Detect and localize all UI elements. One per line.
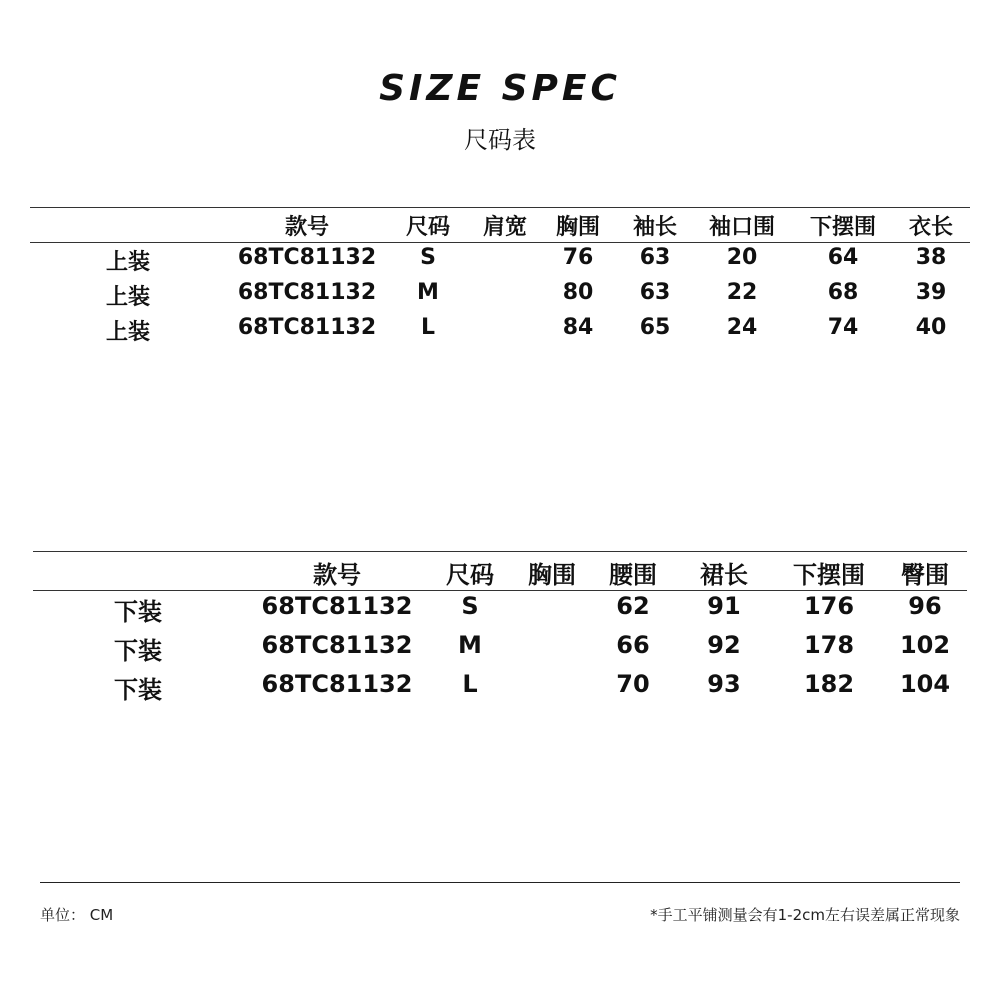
footer-divider: [40, 882, 960, 883]
table-cell: 178: [803, 631, 855, 659]
column-header: 款号: [284, 215, 330, 240]
table-cell: 74: [827, 315, 859, 340]
table-cell: 64: [827, 245, 859, 270]
table-cell: 176: [803, 592, 855, 620]
column-header: 衣长: [908, 215, 954, 240]
top-table-top-border: [30, 207, 970, 208]
table-cell: 68TC81132: [261, 592, 413, 620]
column-header: 胸围: [555, 215, 601, 240]
table-cell: M: [458, 631, 482, 659]
table-cell: 20: [726, 245, 758, 270]
table-cell: L: [462, 670, 478, 698]
table-cell: 上装: [105, 250, 151, 275]
table-cell: 68TC81132: [261, 631, 413, 659]
table-cell: 66: [616, 631, 650, 659]
bottom-table-top-border: [33, 551, 967, 552]
table-cell: 62: [616, 592, 650, 620]
table-cell: 104: [899, 670, 951, 698]
bottom-table-header-border: [33, 590, 967, 591]
column-header: 下摆围: [809, 215, 877, 240]
column-header: 尺码: [405, 215, 451, 240]
table-cell: 68TC81132: [261, 670, 413, 698]
page-title: SIZE SPEC: [379, 68, 621, 109]
column-header: 袖长: [632, 215, 678, 240]
table-cell: 68TC81132: [237, 315, 377, 340]
table-cell: S: [420, 245, 436, 270]
column-header: 胸围: [528, 561, 576, 589]
table-cell: 下装: [114, 598, 162, 626]
table-cell: 22: [726, 280, 758, 305]
table-cell: 65: [639, 315, 671, 340]
table-cell: 93: [707, 670, 741, 698]
table-cell: M: [417, 280, 439, 305]
table-cell: 182: [803, 670, 855, 698]
column-header: 肩宽: [482, 215, 528, 240]
table-cell: L: [420, 315, 436, 340]
table-cell: 63: [639, 280, 671, 305]
table-cell: 68TC81132: [237, 245, 377, 270]
table-cell: 40: [915, 315, 947, 340]
column-header: 款号: [313, 561, 361, 589]
table-cell: 102: [899, 631, 951, 659]
column-header: 袖口围: [708, 215, 776, 240]
measurement-note: *手工平铺测量会有1-2cm左右误差属正常现象: [650, 906, 960, 924]
column-header: 尺码: [446, 561, 494, 589]
table-cell: 92: [707, 631, 741, 659]
unit-label: 单位： CM: [40, 906, 114, 924]
table-cell: 91: [707, 592, 741, 620]
table-cell: 70: [616, 670, 650, 698]
table-cell: 38: [915, 245, 947, 270]
page-subtitle: 尺码表: [464, 126, 536, 154]
table-cell: 上装: [105, 285, 151, 310]
top-table-header-border: [30, 242, 970, 243]
column-header: 下摆围: [793, 561, 865, 589]
table-cell: 68: [827, 280, 859, 305]
table-cell: 96: [908, 592, 942, 620]
table-cell: 76: [562, 245, 594, 270]
table-cell: 39: [915, 280, 947, 305]
table-cell: 下装: [114, 676, 162, 704]
table-cell: 24: [726, 315, 758, 340]
column-header: 腰围: [609, 561, 657, 589]
table-cell: 上装: [105, 320, 151, 345]
table-cell: 68TC81132: [237, 280, 377, 305]
table-cell: 下装: [114, 637, 162, 665]
column-header: 裙长: [700, 561, 748, 589]
table-cell: 63: [639, 245, 671, 270]
column-header: 臀围: [901, 561, 949, 589]
table-cell: 80: [562, 280, 594, 305]
table-cell: S: [461, 592, 479, 620]
table-cell: 84: [562, 315, 594, 340]
